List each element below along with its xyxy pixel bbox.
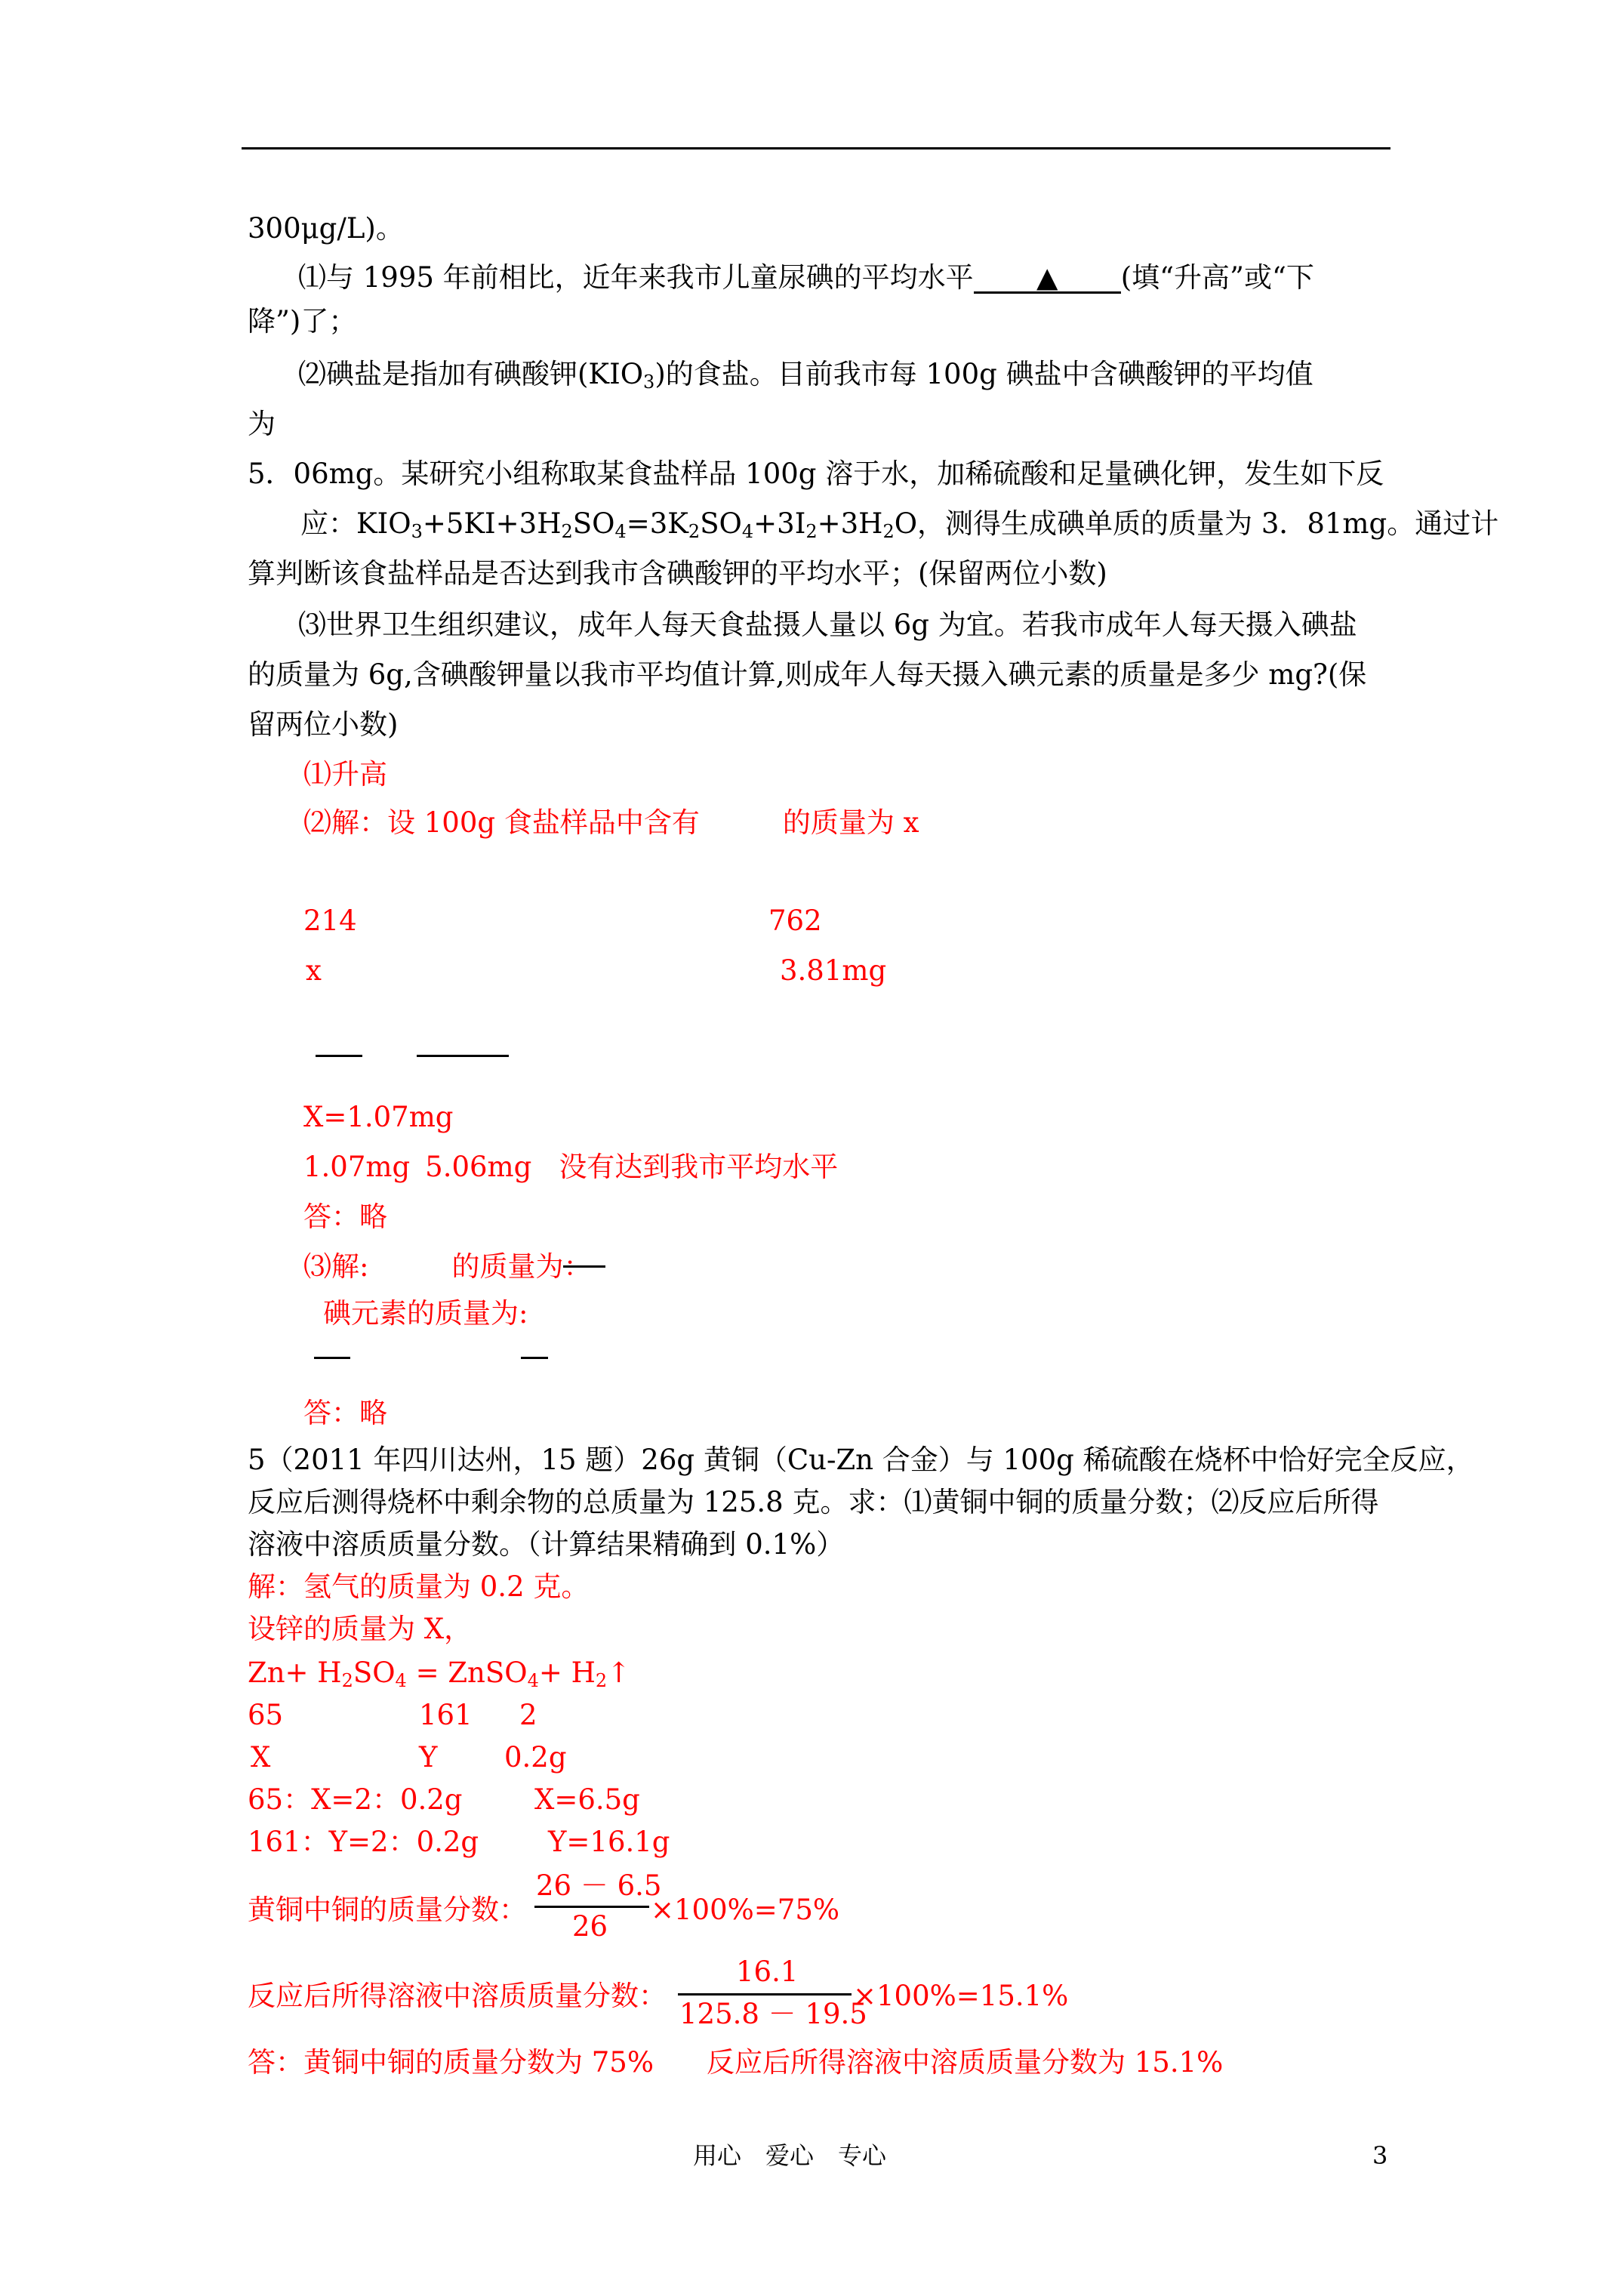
q4-line0: 300μg/L)。 (248, 212, 404, 245)
ans4-result-x: X=1.07mg (303, 1101, 454, 1133)
ans5-row4-b: Y=16.1g (548, 1826, 670, 1858)
q5-line2: 反应后测得烧杯中剩余物的总质量为 125.8 克。求：⑴黄铜中铜的质量分数；⑵反应后所得 (248, 1486, 1379, 1518)
fraction-bar (563, 1265, 605, 1268)
q4-part1-hint: (填“升高”或“下 (1120, 261, 1314, 294)
ans5-fraction1-label: 黄铜中铜的质量分数： (248, 1894, 527, 1926)
q4-part3-line3: 留两位小数) (248, 708, 399, 741)
q5-line1: 5（2011 年四川达州，15 题）26g 黄铜（Cu-Zn 合金）与 100g 稀硫酸在烧杯中恰好完全反应， (248, 1444, 1474, 1476)
q4-reaction-equation: 应：$KIO_3+5KI+3H_2SO_4=3K_2SO_4+3I_2+3H_2O$，测得生成碘单质的质量为 3．81mg。通过计 (300, 507, 1499, 542)
ans5-row1-a: 65 (248, 1699, 284, 1731)
ans5-step2: 设锌的质量为 X， (248, 1613, 473, 1645)
ans5-final-answer: 答：黄铜中铜的质量分数为 75% 反应后所得溶液中溶质质量分数为 15.1% (248, 2046, 1224, 2079)
ans4-part3: ⑶解: 的质量为： (303, 1250, 592, 1283)
q4-part2-line3: 5．06mg。某研究小组称取某食盐样品 100g 溶于水，加稀硫酸和足量碘化钾，发生如下反 (248, 458, 1384, 490)
ans4-unknown-x: x (306, 954, 322, 987)
ans5-row2-a: X (251, 1741, 271, 1774)
ans5-row2-c: 0.2g (504, 1741, 567, 1774)
ans4-molar-214: 214 (303, 905, 357, 937)
fraction-bar (314, 1357, 350, 1359)
ans4-part1: ⑴升高 (303, 758, 387, 791)
ans5-row3-b: X=6.5g (534, 1783, 640, 1816)
header-rule (242, 147, 1390, 149)
fraction-bar (521, 1357, 548, 1359)
ans4-mass-381: 3.81mg (780, 954, 887, 987)
ans5-fraction2-numerator: 16.1 (736, 1955, 799, 1988)
ans5-fraction2-result: ×100%=15.1% (853, 1980, 1069, 2012)
ans5-row1-c: 2 (519, 1699, 537, 1731)
ans5-row4-a: 161：Y=2：0.2g (248, 1826, 479, 1858)
ans4-molar-762: 762 (768, 905, 822, 937)
ans5-fraction1-denominator: 26 (572, 1910, 608, 1943)
q4-part1 (298, 261, 1314, 294)
fraction-bar (678, 1993, 852, 1996)
ans4-iodine-mass: 碘元素的质量为: (323, 1297, 528, 1330)
ans5-fraction2-label: 反应后所得溶液中溶质质量分数： (248, 1980, 667, 2012)
ans4-comparison: 1.07mg 5.06mg 没有达到我市平均水平 (303, 1151, 839, 1183)
q4-part1-text: ⑴与 1995 年前相比，近年来我市儿童尿碘的平均水平 (298, 261, 974, 294)
q4-part2: ⑵碘盐是指加有碘酸钾$(KIO_3)$的食盐。目前我市每 100g 碘盐中含碘酸钾的平均值 (298, 358, 1313, 393)
ans5-step1: 解：氢气的质量为 0.2 克。 (248, 1570, 590, 1603)
q4-part2-line2: 为 (248, 408, 276, 440)
fraction-bar (417, 1055, 509, 1057)
ans4-answer-a: 答：略 (303, 1200, 387, 1233)
fraction-bar (534, 1906, 649, 1908)
q4-part3: ⑶世界卫生组织建议，成年人每天食盐摄人量以 6g 为宜。若我市成年人每天摄入碘盐 (298, 609, 1357, 641)
ans5-fraction2-denominator: 125.8 － 19.5 (679, 1998, 867, 2030)
ans5-row2-b: Y (419, 1741, 438, 1774)
ans5-row3-a: 65：X=2：0.2g (248, 1783, 463, 1816)
ans5-fraction1-numerator: 26 － 6.5 (536, 1869, 662, 1902)
q5-line3: 溶液中溶质质量分数。（计算结果精确到 0.1%） (248, 1528, 845, 1561)
q4-part3-line2: 的质量为 6g,含碘酸钾量以我市平均值计算,则成年人每天摄入碘元素的质量是多少 mg?(保 (248, 658, 1367, 691)
ans4-part2-setup: ⑵解：设 100g 食盐样品中含有 的质量为 x (303, 806, 919, 839)
footer-motto: 用心 爱心 专心 (693, 2141, 887, 2170)
ans4-answer-b: 答：略 (303, 1397, 387, 1429)
ans5-equation: $Zn+ H_2SO_4$ = ZnSO$_4$+ $H_2↑$ (248, 1657, 631, 1691)
ans5-fraction1-result: ×100%=75% (651, 1894, 840, 1926)
fraction-bar (316, 1055, 362, 1057)
ans5-row1-b: 161 (419, 1699, 473, 1731)
q4-part2-line5: 算判断该食盐样品是否达到我市含碘酸钾的平均水平；(保留两位小数) (248, 557, 1107, 590)
page-number: 3 (1372, 2141, 1388, 2170)
q4-part1-cont: 降”)了； (248, 305, 357, 337)
answer-blank: ▲ (974, 264, 1121, 294)
